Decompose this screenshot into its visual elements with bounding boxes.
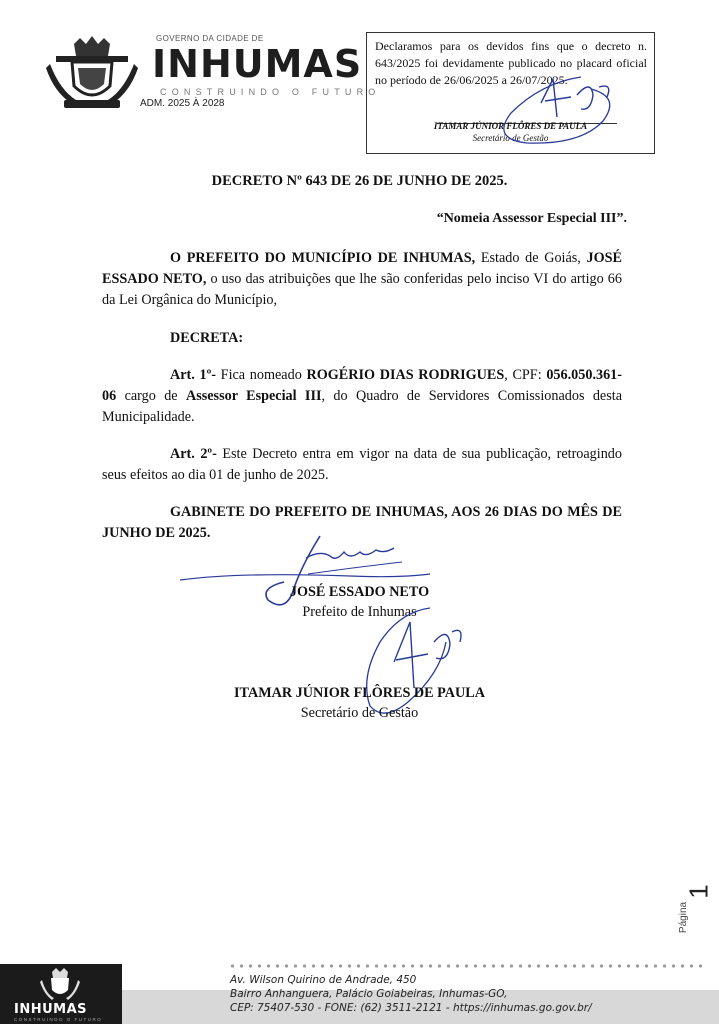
article-2-label: Art. 2º- [170,446,217,462]
preamble-text-2: o uso das atribuições que lhe são conferidas pelo inciso VI do artigo 66 da Lei Orgânica do Município, [102,271,622,308]
footer-address-line-3: CEP: 75407-530 - FONE: (62) 3511-2121 - https://inhumas.go.gov.br/ [230,1002,592,1014]
decree-closing: GABINETE DO PREFEITO DE INHUMAS, AOS 26 DIAS DO MÊS DE JUNHO DE 2025. [102,504,622,541]
preamble-text-1: Estado de Goiás, [475,250,587,266]
brand-motto: CONSTRUINDO O FUTURO [160,87,381,97]
article-1-text-d: , do Quadro de Servidores Comissionados desta Municipalidade. [102,388,622,425]
decree-title: DECRETO Nº 643 DE 26 DE JUNHO DE 2025. [211,173,508,189]
article-1-text-c: cargo de [116,388,186,404]
city-crest-icon [46,34,138,114]
footer-crest-icon [40,966,80,1002]
decreta-heading: DECRETA: [170,330,244,346]
decree-preamble [102,248,622,311]
appointee-cpf: 056.050.361-06 [102,367,622,404]
stamp-signer-role: Secretário de Gestão [472,133,549,143]
page-label: Página [678,901,690,934]
footer-dot-divider [228,962,708,970]
publication-stamp [366,32,655,154]
article-1-text-b: , CPF: [504,367,547,383]
brand-name: INHUMAS [152,42,363,86]
secretary-name: ITAMAR JÚNIOR FLÔRES DE PAULA [234,685,485,701]
article-1-label: Art. 1º- [170,367,216,383]
secretary-role: Secretário de Gestão [300,705,419,721]
stamp-text: Declaramos para os devidos fins que o decreto n. 643/2025 foi devidamente publicado no placard oficial no período de 26/06/2025 a 26/07/2025. [375,39,647,87]
city-logo [40,28,381,118]
decree-subject: “Nomeia Assessor Especial III”. [436,211,627,226]
article-2 [102,444,622,486]
footer-address-line-1: Av. Wilson Quirino de Andrade, 450 [230,974,417,986]
stamp-signer-name: ITAMAR JÚNIOR FLÔRES DE PAULA [433,121,588,131]
article-1 [102,365,622,428]
appointee-role: Assessor Especial III [185,388,322,404]
mayor-role: Prefeito de Inhumas [302,604,417,620]
article-2-text: Este Decreto entra em vigor na data de sua publicação, retroagindo seus efeitos ao dia 01 de junho de 2025. [102,446,622,483]
article-1-text-a: Fica nomeado [216,367,307,383]
footer-address-line-2: Bairro Anhanguera, Palácio Goiabeiras, Inhumas-GO, [230,988,508,1000]
footer-motto: CONSTRUINDO O FUTURO [14,1017,103,1022]
preamble-authority: O PREFEITO DO MUNICÍPIO DE INHUMAS, [170,250,476,266]
appointee-name: ROGÉRIO DIAS RODRIGUES [306,367,505,383]
page-number: 1 [683,884,714,899]
administration-period: ADM. 2025 À 2028 [140,98,225,109]
footer-brand: INHUMAS [14,1002,88,1017]
footer-logo [0,964,122,1024]
government-label: GOVERNO DA CIDADE DE [156,34,264,43]
preamble-mayor: JOSÉ ESSADO NETO, [102,250,622,287]
page-number-marker [676,868,716,958]
mayor-name: JOSÉ ESSADO NETO [289,584,430,600]
